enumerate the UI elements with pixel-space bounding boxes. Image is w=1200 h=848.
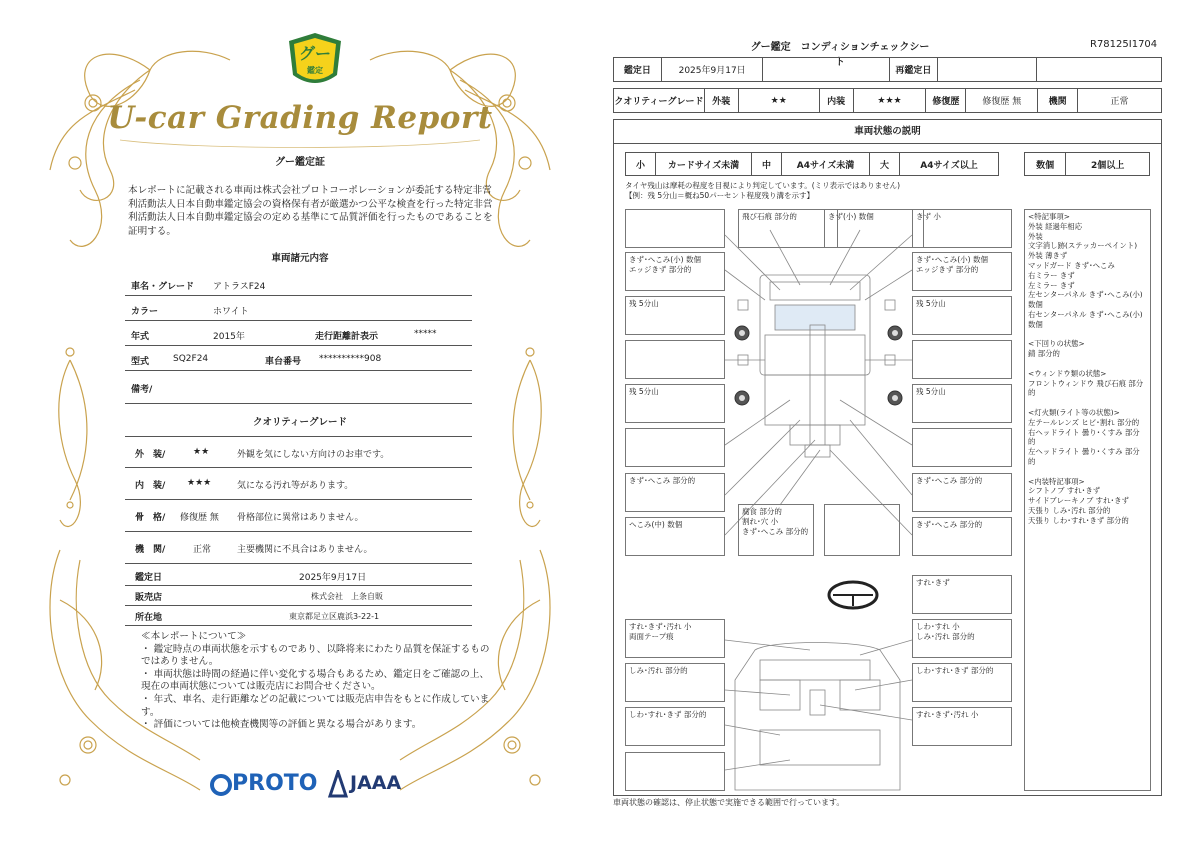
jaaa-logo-text: JAAA [350,772,402,794]
redate-value [938,58,1038,81]
address-row [125,606,472,626]
spec-model-label: 型式 [131,357,150,367]
sheet-title: グー鑑定 コンディションチェックシート [750,42,930,68]
legend-large: 大 [870,153,900,175]
tire-box: 残 5分山 [625,296,725,335]
condition-box: きず･へこみ(小) 数個 エッジきず 部分的 [912,252,1012,291]
quality-engine-label: 機 関/ [135,545,166,555]
footer-logos [210,768,420,802]
spec-row-note [125,374,472,404]
interior-box: すれ･きず･汚れ 小 両面テープ痕 [625,619,725,658]
date-value: 2025年9月17日 [662,58,764,81]
spec-year-label: 年式 [131,332,150,342]
grade-int-value: ★★★ [854,89,927,112]
interior-box: しみ･汚れ 部分的 [625,663,725,702]
spec-row-model [125,346,472,371]
interior-box: すれ･きず･汚れ 小 [912,707,1012,746]
quality-int-grade: ★★★ [187,478,212,488]
spec-chassis-value: **********908 [319,354,382,364]
spec-mileage-value: ***** [414,329,437,339]
condition-box: きず 小 [912,209,1012,248]
proto-logo-icon [210,772,232,798]
spec-name-label: 車名・グレード [131,282,195,292]
appraisal-date-value: 2025年9月17日 [299,573,367,583]
certificate-heading: グー鑑定証 [275,157,325,168]
legend-medium-desc: A4サイズ未満 [782,153,870,175]
tire-box: 残 5分山 [625,384,725,423]
grade-repair-label: 修復歴 [926,89,966,112]
spec-year-value: 2015年 [213,332,245,342]
spec-color-label: カラー [131,307,159,317]
address-value: 東京都足立区鹿浜3-22-1 [289,612,380,621]
condition-box: きず(小) 数個 [824,209,924,248]
spec-note-label: 備考/ [131,385,153,395]
interior-box: すれ･きず [912,575,1012,614]
grade-int-label: 内装 [820,89,854,112]
grade-engine-label: 機関 [1038,89,1078,112]
special-remarks: <特記事項> 外装 経過年相応 外装 文字消し跡(ステッカーペイント) 外装 薄きず マッドガード きず･へこみ 右ミラー きず 左ミラー きず 左センターパネル きず･へこみ(小) 数個 右センターパネル きず･へこみ(小) 数個 <下回りの状態> 錆 部分的 <ウィンドウ類の状態> フロントウィンドウ 飛び石痕 部分的 <灯火類(ライト等の状態)> 左テールレンズ ヒビ･割れ 部分的 右ヘッドライト 曇り･くすみ 部分的 左ヘッドライト 曇り･くすみ 部分的 <内装特記事項> シフトノブ すれ･きず サイドブレーキノブ すれ･きず 天張り しみ･汚れ 部分的 天張り しわ･すれ･きず 部分的 [1024,209,1151,791]
store-label: 販売店 [135,593,163,603]
condition-box: きず･へこみ 部分的 [912,517,1012,556]
condition-box: きず･へこみ 部分的 [912,473,1012,512]
quality-frame-grade: 修復歴 無 [180,513,219,523]
legend-large-desc: A4サイズ以上 [920,160,978,171]
grade-row-label: クオリティーグレード [614,89,705,112]
quality-row-frame [125,500,472,532]
redate-label: 再鑑定日 [890,58,938,81]
legend-count: 数個 [1025,153,1066,175]
spec-color-value: ホワイト [213,307,249,317]
jaaa-logo-icon [328,770,348,798]
address-label: 所在地 [135,613,163,623]
count-legend [1024,152,1150,176]
note-item: ・ 評価については他検査機関等の評価と異なる場合があります。 [141,719,422,731]
condition-box: きず･へこみ 部分的 [625,473,725,512]
sheet-footer-note: 車両状態の確認は、停止状態で実施できる範囲で行っています。 [613,798,845,807]
quality-ext-grade: ★★ [193,447,210,457]
certificate-intro: 本レポートに記載される車両は株式会社プロトコーポレーションが委託する特定非営利活動法人日本自動車鑑定協会の資格保有者が厳選かつ公平な検査を行った特定非営利活動法人日本自動車鑑定協会の定める基準にて品質評価を行ったものであることを証明する。 [128,185,493,237]
date-label: 鑑定日 [614,58,662,81]
quality-section-title: クオリティーグレード [252,417,348,428]
tire-box: 残 5分山 [912,384,1012,423]
badge-text: グー [298,44,332,63]
appraisal-date-label: 鑑定日 [135,573,163,583]
grade-engine-value: 正常 [1110,97,1129,107]
spec-row-name [125,271,472,296]
tire-box: 残 5分山 [912,296,1012,335]
goo-kantei-badge-icon [287,31,343,91]
quality-row-engine [125,532,472,564]
badge-sub-text: 鑑定 [307,66,323,75]
store-row [125,586,472,606]
quality-row-exterior [125,436,472,468]
quality-engine-grade: 正常 [193,545,212,555]
quality-ext-label: 外 装/ [135,450,166,460]
report-notes [141,631,491,732]
interior-box [625,752,725,791]
condition-box [824,504,900,556]
spec-row-year [125,321,472,346]
store-value: 株式会社 上条自販 [311,592,383,601]
note-item: ・ 年式、車名、走行距離などの記載については販売店申告をもとに作成しています。 [141,693,490,718]
spec-row-color [125,296,472,321]
spec-section-title: 車両諸元内容 [271,253,329,264]
quality-engine-desc: 主要機関に不具合はありません。 [237,545,373,555]
legend-small: 小 [626,153,656,175]
note-item: ・ 車両状態は時間の経過に伴い変化する場合もあるため、鑑定日をご確認の上、現在の車両状態については販売店にお問合せください。 [141,668,490,693]
spec-mileage-label: 走行距離計表示 [315,332,379,342]
interior-box: しわ･すれ･きず 部分的 [625,707,725,746]
date-blank [763,58,890,81]
interior-box: しわ･すれ 小 しみ･汚れ 部分的 [912,619,1012,658]
spec-chassis-label: 車台番号 [265,357,302,367]
grade-ext-label: 外装 [705,89,739,112]
sheet-code: R78125I1704 [1090,39,1158,50]
quality-ext-desc: 外観を気にしない方向けのお車です。 [237,450,390,460]
quality-row-interior [125,468,472,500]
note-item: ・ 鑑定時点の車両状態を示すものであり、以降将来にわたり品質を保証するものではありません。 [141,643,490,668]
tire-note: タイヤ残山は摩耗の程度を目視により判定しています。(ミリ表示ではありません) 【例：残 5分山＝概ね50パーセント程度残り溝を示す】 [625,181,901,200]
report-title: U-car Grading Report [107,100,493,136]
grade-repair-value: 修復歴 無 [966,89,1038,112]
quality-frame-label: 骨 格/ [135,513,166,523]
condition-box [912,428,1012,467]
quality-int-label: 内 装/ [135,481,166,491]
condition-box: へこみ(中) 数個 [625,517,725,556]
condition-box: きず･へこみ(小) 数個 エッジきず 部分的 [625,252,725,291]
size-legend [625,152,999,176]
quality-frame-desc: 骨格部位に異常はありません。 [237,513,364,523]
condition-section-title: 車両状態の説明 [614,120,1161,144]
grade-ext-value: ★★ [739,89,820,112]
condition-box [625,340,725,379]
condition-box [912,340,1012,379]
legend-medium: 中 [752,153,782,175]
notes-title: ≪本レポートについて≫ [141,631,247,642]
legend-count-desc: 2個以上 [1091,160,1125,171]
spec-model-value: SQ2F24 [173,354,209,364]
grade-table [613,88,1162,113]
appraisal-date-row [125,566,472,586]
legend-small-desc: カードサイズ未満 [656,153,752,175]
condition-box: 腐食 部分的 割れ･穴 小 きず･へこみ 部分的 [738,504,814,556]
spec-name-value: アトラスF24 [213,282,266,292]
date-table [613,57,1162,82]
redate-blank [1037,58,1161,81]
interior-box: しわ･すれ･きず 部分的 [912,663,1012,702]
condition-box [625,209,725,248]
condition-box: 飛び石痕 部分的 [738,209,838,248]
proto-logo-text: PROTO [232,771,318,796]
condition-box [625,428,725,467]
quality-int-desc: 気になる汚れ等があります。 [237,481,354,491]
